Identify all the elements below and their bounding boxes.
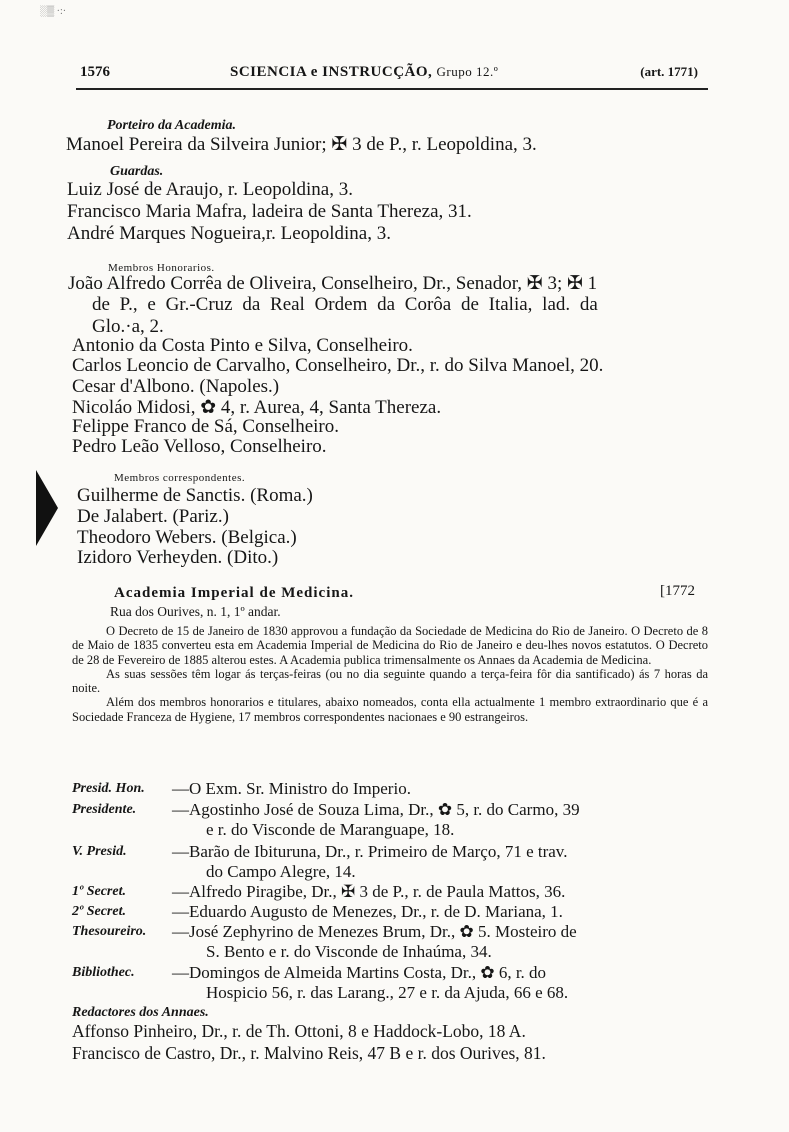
officer-entry: —O Exm. Sr. Ministro do Imperio. xyxy=(172,779,411,798)
honorarios-line: Nicoláo Midosi, ✿ 4, r. Aurea, 4, Santa Thereza. xyxy=(72,397,442,418)
officer-entry: —Eduardo Augusto de Menezes, Dr., r. de D. Mariana, 1. xyxy=(172,902,563,921)
officer-role: V. Presid. xyxy=(72,844,127,859)
honorarios-line: de P., e Gr.-Cruz da Real Ordem da Corôa de Italia, lad. da xyxy=(92,294,598,315)
officer-role: Thesoureiro. xyxy=(72,924,147,939)
officer-role: 1º Secret. xyxy=(72,884,126,899)
header-rule xyxy=(76,88,708,90)
officer-entry: Hospicio 56, r. das Larang., 27 e r. da Ajuda, 66 e 68. xyxy=(206,983,569,1002)
honorarios-line: Felippe Franco de Sá, Conselheiro. xyxy=(72,416,340,437)
section-description xyxy=(72,624,708,724)
officer-entry: S. Bento e r. do Visconde de Inhaúma, 34. xyxy=(206,942,492,961)
section-address: Rua dos Ourives, n. 1, 1º andar. xyxy=(110,604,281,619)
honorarios-line: João Alfredo Corrêa de Oliveira, Conselheiro, Dr., Senador, ✠ 3; ✠ 1 xyxy=(68,273,598,294)
description-paragraph: Além dos membros honorarios e titulares, abaixo nomeados, conta ella actualmente 1 membro extraordinario que é a Sociedade Franceza de Hygiene, 17 membros correspondentes nacionaes e 90 estrangeiros. xyxy=(72,695,708,724)
officer-entry: —José Zephyrino de Menezes Brum, Dr., ✿ 5. Mosteiro de xyxy=(172,922,577,941)
officer-role: Bibliothec. xyxy=(72,965,135,980)
officer-entry: do Campo Alegre, 14. xyxy=(206,862,356,881)
margin-marker xyxy=(36,470,58,546)
officer-role: Presidente. xyxy=(72,802,137,817)
officer-entry: —Barão de Ibituruna, Dr., r. Primeiro de Março, 71 e trav. xyxy=(172,842,568,861)
section-number: [1772 xyxy=(660,583,695,599)
scan-artifact: ░▒ ·:· xyxy=(40,6,67,17)
correspondentes-heading: Membros correspondentes. xyxy=(114,472,246,484)
running-header xyxy=(80,64,708,86)
officer-role: Presid. Hon. xyxy=(72,781,145,796)
officer-entry: —Alfredo Piragibe, Dr., ✠ 3 de P., r. de Paula Mattos, 36. xyxy=(172,882,566,901)
officer-entry: —Agostinho José de Souza Lima, Dr., ✿ 5, r. do Carmo, 39 xyxy=(172,800,580,819)
guardas-line: André Marques Nogueira,r. Leopoldina, 3. xyxy=(67,223,391,244)
honorarios-line: Carlos Leoncio de Carvalho, Conselheiro, Dr., r. do Silva Manoel, 20. xyxy=(72,355,604,376)
description-paragraph: O Decreto de 15 de Janeiro de 1830 approvou a fundação da Sociedade de Medicina do Rio de Janeiro. O Decreto de 8 de Maio de 1835 converteu esta em Academia Imperial de Medicina do Rio de Janeiro e deu-lhes novos estatutos. O Decreto de 28 de Fevereiro de 1885 alterou estes. A Academia publica trimensalmente os Annaes da Academia de Medicina. xyxy=(72,624,708,667)
correspondentes-line: Guilherme de Sanctis. (Roma.) xyxy=(77,485,313,506)
guardas-heading: Guardas. xyxy=(110,164,164,179)
officer-entry: e r. do Visconde de Maranguape, 18. xyxy=(206,820,455,839)
honorarios-line: Pedro Leão Velloso, Conselheiro. xyxy=(72,436,327,457)
correspondentes-line: Theodoro Webers. (Belgica.) xyxy=(77,527,297,548)
article-reference: (art. 1771) xyxy=(640,64,698,79)
honorarios-heading: Membros Honorarios. xyxy=(108,262,215,274)
running-title-group: Grupo 12.º xyxy=(436,64,499,79)
running-title xyxy=(230,64,498,81)
page-number: 1576 xyxy=(80,64,110,80)
honorarios-line: Glo.·a, 2. xyxy=(92,316,164,337)
redactor-line: Affonso Pinheiro, Dr., r. de Th. Ottoni, 8 e Haddock-Lobo, 18 A. xyxy=(72,1021,526,1041)
redactor-line: Francisco de Castro, Dr., r. Malvino Reis, 47 B e r. dos Ourives, 81. xyxy=(72,1043,546,1063)
correspondentes-line: Izidoro Verheyden. (Dito.) xyxy=(77,547,279,568)
guardas-line: Francisco Maria Mafra, ladeira de Santa Thereza, 31. xyxy=(67,201,472,222)
honorarios-line: Cesar d'Albono. (Napoles.) xyxy=(72,376,280,397)
porteiro-heading: Porteiro da Academia. xyxy=(107,118,236,133)
section-title: Academia Imperial de Medicina. xyxy=(114,585,354,601)
officer-entry: —Domingos de Almeida Martins Costa, Dr., ✿ 6, r. do xyxy=(172,963,547,982)
redactores-heading: Redactores dos Annaes. xyxy=(72,1005,209,1020)
guardas-line: Luiz José de Araujo, r. Leopoldina, 3. xyxy=(67,179,353,200)
porteiro-line: Manoel Pereira da Silveira Junior; ✠ 3 de P., r. Leopoldina, 3. xyxy=(66,134,537,155)
honorarios-line: Antonio da Costa Pinto e Silva, Conselheiro. xyxy=(72,335,413,356)
description-paragraph: As suas sessões têm logar ás terças-feiras (ou no dia seguinte quando a terça-feira fôr dia santificado) ás 7 horas da noite. xyxy=(72,666,708,696)
officer-role: 2º Secret. xyxy=(72,904,126,919)
running-title-text: SCIENCIA e INSTRUCÇÃO, xyxy=(230,64,433,80)
correspondentes-line: De Jalabert. (Pariz.) xyxy=(77,506,229,527)
